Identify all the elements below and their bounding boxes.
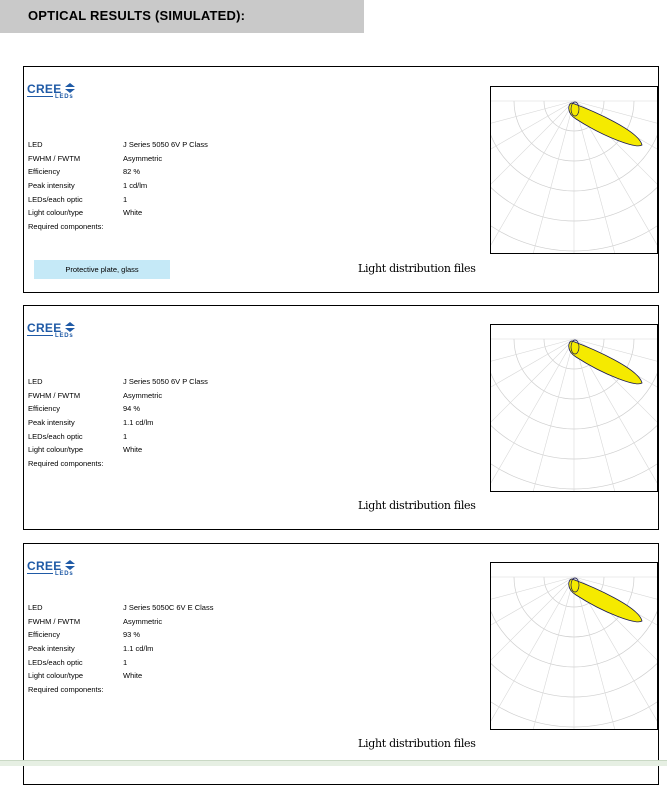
spec-efficiency: 82 % bbox=[123, 167, 141, 176]
logo-underline bbox=[27, 335, 53, 336]
spec-label: Peak intensity bbox=[28, 181, 75, 190]
page-bottom-strip bbox=[0, 760, 667, 766]
optic-card bbox=[23, 66, 659, 293]
cree-symbol-icon bbox=[65, 560, 75, 570]
section-header bbox=[0, 0, 364, 33]
spec-label: FWHM / FWTM bbox=[28, 617, 81, 626]
spec-led: J Series 5050C 6V E Class bbox=[123, 603, 214, 612]
polar-grid-ray bbox=[491, 577, 574, 697]
polar-grid-ray bbox=[491, 339, 574, 486]
brand-sub: LEDs bbox=[55, 333, 74, 339]
spec-label: LED bbox=[28, 377, 43, 386]
brand-sub: LEDs bbox=[55, 571, 74, 577]
polar-grid-ray bbox=[491, 101, 574, 248]
cree-logo bbox=[27, 82, 87, 104]
spec-label: LED bbox=[28, 603, 43, 612]
spec-label: LEDs/each optic bbox=[28, 658, 83, 667]
spec-colour: White bbox=[123, 671, 143, 680]
brand-name: CREE bbox=[27, 559, 62, 573]
brand-sub: LEDs bbox=[55, 94, 74, 100]
polar-chart-svg bbox=[491, 325, 657, 491]
spec-fwhm: Asymmetric bbox=[123, 154, 163, 163]
spec-label: Efficiency bbox=[28, 404, 60, 413]
spec-led: J Series 5050 6V P Class bbox=[123, 377, 208, 386]
cree-symbol-icon bbox=[65, 322, 75, 332]
component-protective-plate[interactable]: Protective plate, glass bbox=[34, 260, 170, 279]
spec-leds-each: 1 bbox=[123, 432, 128, 441]
spec-efficiency: 94 % bbox=[123, 404, 141, 413]
spec-peak: 1 cd/lm bbox=[123, 181, 148, 190]
logo-underline bbox=[27, 573, 53, 574]
cree-symbol-icon bbox=[65, 83, 75, 93]
polar-chart-svg bbox=[491, 87, 657, 253]
spec-label: Required components: bbox=[28, 222, 104, 231]
section-title: OPTICAL RESULTS (SIMULATED): bbox=[28, 8, 246, 23]
light-distribution-files-link[interactable]: Light distribution files bbox=[358, 737, 476, 750]
spec-label: LEDs/each optic bbox=[28, 195, 83, 204]
logo-underline bbox=[27, 96, 53, 97]
optic-card bbox=[23, 305, 659, 530]
spec-label: Efficiency bbox=[28, 167, 60, 176]
spec-fwhm: Asymmetric bbox=[123, 391, 163, 400]
spec-label: Light colour/type bbox=[28, 208, 84, 217]
polar-grid-ray bbox=[530, 577, 574, 729]
spec-label: FWHM / FWTM bbox=[28, 154, 81, 163]
polar-grid-ray bbox=[491, 339, 574, 459]
polar-grid-ray bbox=[530, 101, 574, 253]
light-distribution-files-link[interactable]: Light distribution files bbox=[358, 262, 476, 275]
optic-card bbox=[23, 543, 659, 785]
spec-label: Required components: bbox=[28, 459, 104, 468]
polar-grid-ray bbox=[491, 577, 574, 724]
polar-chart-svg bbox=[491, 563, 657, 729]
spec-label: Light colour/type bbox=[28, 671, 84, 680]
spec-label: Peak intensity bbox=[28, 418, 75, 427]
spec-colour: White bbox=[123, 445, 143, 454]
spec-colour: White bbox=[123, 208, 143, 217]
polar-diagram bbox=[490, 562, 658, 730]
brand-name: CREE bbox=[27, 321, 62, 335]
cree-logo bbox=[27, 321, 87, 343]
spec-label: Light colour/type bbox=[28, 445, 84, 454]
spec-led: J Series 5050 6V P Class bbox=[123, 140, 208, 149]
spec-leds-each: 1 bbox=[123, 195, 128, 204]
spec-label: Required components: bbox=[28, 685, 104, 694]
spec-peak: 1.1 cd/lm bbox=[123, 418, 154, 427]
spec-label: LED bbox=[28, 140, 43, 149]
spec-fwhm: Asymmetric bbox=[123, 617, 163, 626]
polar-diagram bbox=[490, 86, 658, 254]
spec-label: FWHM / FWTM bbox=[28, 391, 81, 400]
spec-efficiency: 93 % bbox=[123, 630, 141, 639]
polar-grid-ray bbox=[491, 101, 574, 221]
light-distribution-files-link[interactable]: Light distribution files bbox=[358, 499, 476, 512]
polar-diagram bbox=[490, 324, 658, 492]
cree-logo bbox=[27, 559, 87, 581]
spec-peak: 1.1 cd/lm bbox=[123, 644, 154, 653]
brand-name: CREE bbox=[27, 82, 62, 96]
spec-label: Peak intensity bbox=[28, 644, 75, 653]
spec-leds-each: 1 bbox=[123, 658, 128, 667]
spec-label: LEDs/each optic bbox=[28, 432, 83, 441]
spec-label: Efficiency bbox=[28, 630, 60, 639]
polar-grid-ray bbox=[530, 339, 574, 491]
